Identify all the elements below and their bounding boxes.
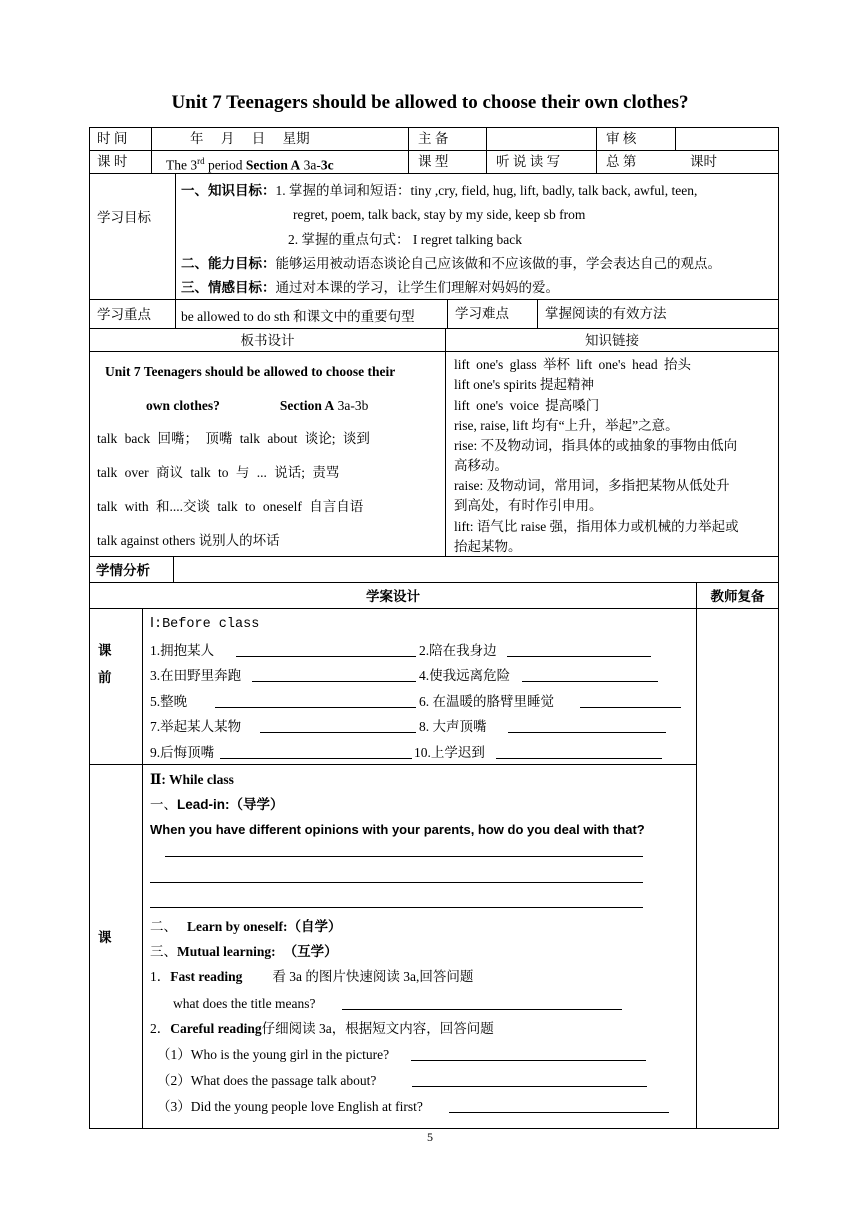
link-line-3: lift one's voice 提高嗓门	[454, 398, 600, 413]
link-line-5: rise: 不及物动词，指具体的或抽象的事物由低向	[454, 438, 738, 453]
before-side-1: 课	[98, 643, 112, 658]
link-line-4: rise, raise, lift 均有“上升，举起”之意。	[454, 418, 679, 433]
leadin-heading: 一、Lead-in:（导学）	[150, 797, 284, 812]
blank-8[interactable]	[508, 719, 666, 733]
lesson-label: 课 时	[97, 154, 128, 169]
title-answer-blank[interactable]	[342, 996, 622, 1010]
question-3-blank[interactable]	[449, 1099, 669, 1113]
before-item-8: 8. 大声顶嘴	[419, 719, 487, 734]
document-title: Unit 7 Teenagers should be allowed to choose their own clothes?	[171, 92, 689, 113]
before-item-6: 6. 在温暖的胳臂里睡觉	[419, 694, 554, 709]
blank-2[interactable]	[507, 643, 651, 657]
before-item-7: 7.举起某人某物	[150, 719, 242, 734]
while-side-cell	[89, 764, 143, 1129]
difficulty-value: 掌握阅读的有效方法	[545, 306, 667, 321]
board-title-line2: own clothes? Section A 3a-3b	[146, 398, 369, 413]
knowledge-goal-line2: regret, poem, talk back, stay by my side, keep sb from	[293, 207, 586, 222]
focus-label: 学习重点	[97, 307, 151, 322]
link-line-7: raise: 及物动词，常用词，多指把某物从低处升	[454, 478, 730, 493]
reviewer-value-cell[interactable]	[675, 127, 779, 151]
while-heading: Ⅱ: While class	[150, 772, 234, 787]
before-item-1: 1.拥抱某人	[150, 643, 215, 658]
fast-reading: 1．Fast reading 看 3a 的图片快速阅读 3a,回答问题	[150, 969, 474, 984]
blank-4[interactable]	[522, 668, 658, 682]
link-line-1: lift one's glass 举杯 lift one's head 抬头	[454, 357, 691, 372]
total-unit: 课时	[690, 154, 717, 169]
learn-heading: 二、 Learn by oneself:（自学）	[150, 919, 342, 934]
goals-label: 学习目标	[97, 210, 151, 225]
design-header: 学案设计	[366, 589, 420, 604]
emotion-goal: 三、情感目标：通过对本课的学习，让学生们理解对妈妈的爱。	[181, 280, 559, 295]
difficulty-label: 学习难点	[455, 306, 509, 321]
board-phrase-1: talk back 回嘴； 顶嘴 talk about 谈论; 谈到	[97, 431, 370, 446]
blank-9[interactable]	[220, 745, 412, 759]
question-1-blank[interactable]	[411, 1047, 646, 1061]
teacher-notes-cell[interactable]	[696, 608, 779, 1129]
mutual-heading: 三、Mutual learning: （互学）	[150, 944, 338, 959]
answer-line-3[interactable]	[150, 907, 643, 908]
blank-3[interactable]	[252, 668, 416, 682]
board-content-cell	[89, 351, 446, 557]
page-number: 5	[427, 1130, 433, 1144]
board-phrase-4: talk against others 说别人的坏话	[97, 533, 280, 548]
question-3: （3）Did the young people love English at first?	[157, 1099, 423, 1114]
while-side: 课	[98, 930, 112, 945]
answer-line-2[interactable]	[150, 882, 643, 883]
board-title-line1: Unit 7 Teenagers should be allowed to choose their	[105, 364, 396, 379]
link-line-10: 抬起某物。	[454, 539, 522, 554]
blank-1[interactable]	[236, 643, 416, 657]
question-2: （2）What does the passage talk about?	[157, 1073, 377, 1088]
question-2-blank[interactable]	[412, 1073, 647, 1087]
before-side-2: 前	[98, 670, 112, 685]
blank-6[interactable]	[580, 694, 681, 708]
preparer-value-cell[interactable]	[486, 127, 597, 151]
board-phrase-3: talk with 和....交谈 talk to oneself 自言自语	[97, 499, 364, 514]
answer-line-1[interactable]	[165, 856, 643, 857]
focus-value: be allowed to do sth 和课文中的重要句型	[181, 309, 415, 324]
analysis-label: 学情分析	[96, 563, 150, 578]
time-label: 时 间	[97, 131, 128, 146]
careful-reading: 2．Careful reading仔细阅读 3a，根据短文内容，回答问题	[150, 1021, 494, 1036]
title-question: what does the title means?	[173, 996, 316, 1011]
type-value: 听 说 读 写	[496, 154, 561, 169]
before-item-10: 10.上学迟到	[414, 745, 485, 760]
question-1: （1）Who is the young girl in the picture?	[157, 1047, 390, 1062]
type-label: 课 型	[418, 154, 449, 169]
analysis-value-cell[interactable]	[173, 556, 779, 583]
board-header: 板书设计	[240, 333, 295, 348]
blank-10[interactable]	[496, 745, 662, 759]
blank-5[interactable]	[215, 694, 416, 708]
goals-label-cell	[89, 173, 176, 300]
link-line-9: lift: 语气比 raise 强，指用体力或机械的力举起或	[454, 519, 739, 534]
total-label: 总 第	[606, 154, 637, 169]
link-line-2: lift one's spirits 提起精神	[454, 377, 595, 392]
before-item-2: 2.陪在我身边	[419, 643, 497, 658]
before-item-4: 4.使我远离危险	[419, 668, 511, 683]
link-line-8: 到高处，有时作引申用。	[454, 498, 603, 513]
before-item-9: 9.后悔顶嘴	[150, 745, 215, 760]
links-header: 知识链接	[585, 333, 639, 348]
date-fields: 年 月 日 星期	[190, 131, 310, 146]
ability-goal: 二、能力目标：能够运用被动语态谈论自己应该做和不应该做的事，学会表达自己的观点。	[181, 256, 721, 271]
before-side-cell	[89, 608, 143, 765]
leadin-question: When you have different opinions with your parents, how do you deal with that?	[150, 822, 645, 837]
teacher-header: 教师复备	[710, 589, 765, 604]
period-text: The 3rd period Section A 3a-3c	[166, 156, 334, 173]
before-heading: Ⅰ:Before class	[150, 617, 260, 632]
knowledge-goal-line3: 2. 掌握的重点句式： I regret talking back	[288, 232, 522, 247]
reviewer-label: 审 核	[606, 131, 637, 146]
before-item-3: 3.在田野里奔跑	[150, 668, 242, 683]
board-phrase-2: talk over 商议 talk to 与 ... 说话; 责骂	[97, 465, 340, 480]
preparer-label: 主 备	[418, 131, 449, 146]
before-item-5: 5.整晚	[150, 694, 188, 709]
knowledge-goal: 一、知识目标：1. 掌握的单词和短语：tiny ,cry, field, hug, lift, badly, talk back, awful, teen,	[181, 183, 698, 198]
blank-7[interactable]	[260, 719, 416, 733]
link-line-6: 高移动。	[454, 458, 508, 473]
